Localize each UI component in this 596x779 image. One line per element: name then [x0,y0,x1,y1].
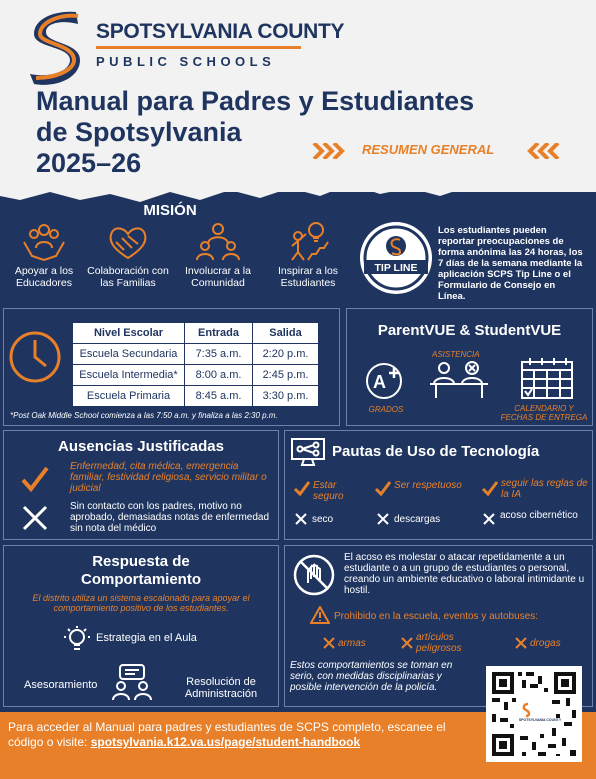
x-mark-icon [20,504,50,532]
footer-text [8,720,483,750]
x-mark-icon [376,512,390,526]
table-cell: 2:20 p.m. [253,344,319,365]
admin-label-line: Resolución de [186,676,256,688]
tech-dont-item: descargas [394,514,441,525]
mission-item-label: Colaboración con las Familias [87,265,169,289]
table-header: Salida [253,323,319,344]
admin-label-line: Administración [184,688,258,700]
schedule-note: *Post Oak Middle School comienza a las 7:50 a.m. y finaliza a las 2:30 p.m. [10,411,278,420]
table-cell: Escuela Secundaria [73,344,185,365]
tech-dont-item: acoso cibernético [500,510,578,521]
tech-dont-item: seco [312,514,334,525]
table-row [73,365,319,386]
handbook-link[interactable]: spotsylvania.k12.va.us/page/student-handbook [90,735,361,749]
qr-caption: SPOTSYLVANIA COUNTY [518,718,562,722]
table-header: Entrada [185,323,253,344]
table-cell: 7:35 a.m. [185,344,253,365]
x-mark-icon [482,512,496,526]
handshake-heart-icon [106,222,150,262]
footer-instruction: Para acceder al Manual para padres y estudiantes de SCPS completo, escanee el código o visite: [8,720,446,749]
table-row [73,386,319,407]
excused-reasons: Enfermedad, cita médica, emergencia familiar, festividad religiosa, servicio militar o judicial [70,461,267,494]
prohibited-heading: Prohibido en la escuela, eventos y autobuses: [334,611,539,622]
x-mark-icon [400,636,414,650]
student-lightbulb-icon [286,220,330,262]
parentvue-title: ParentVUE & StudentVUE [377,322,562,339]
calendar-label-line: FECHAS DE ENTREGA [500,413,588,422]
absences-title: Ausencias Justificadas [58,438,224,455]
grades-label: GRADOS [368,405,404,414]
mission-item-label: Apoyar a los Educadores [14,265,74,289]
admin-label [166,676,276,700]
prohibited-item: armas [338,638,366,649]
clock-icon [8,330,62,384]
no-bullying-icon [292,553,336,597]
table-header-row [73,323,319,344]
table-cell: Escuela Primaria [73,386,185,407]
unexcused-reasons: Sin contacto con los padres, motivo no aprobado, demasiadas notas de enfermedad sin nota del médico [70,501,270,534]
mission-item-label: Involucrar a la Comunidad [185,265,251,289]
x-mark-icon [322,636,336,650]
behavior-title-line: Respuesta de [92,553,190,570]
table-cell: 8:45 a.m. [185,386,253,407]
schedule-table [72,322,319,407]
checkmark-icon [481,480,499,496]
x-mark-icon [514,636,528,650]
calendar-label-line: CALENDARIO Y [514,404,574,413]
org-subtitle: PUBLIC SCHOOLS [96,54,276,69]
behavior-title [3,553,279,589]
table-cell: 3:30 p.m. [253,386,319,407]
title-line-1: Manual para Padres y Estudiantes [36,86,475,116]
table-cell: 2:45 p.m. [253,365,319,386]
technology-title: Pautas de Uso de Tecnología [332,443,540,460]
chevron-left-icon [526,143,560,159]
computer-network-icon [290,437,326,469]
table-cell: 8:00 a.m. [185,365,253,386]
attendance-label: ASISTENCIA [432,350,480,359]
attendance-desk-icon [428,360,490,400]
mission-title: MISIÓN [143,202,197,219]
x-mark-icon [294,512,308,526]
page-title [36,86,576,179]
table-header: Nivel Escolar [73,323,185,344]
chevron-right-icon [312,143,346,159]
bullying-consequence: Estos comportamientos se toman en serio, con medidas disciplinarias y posible intervención de la policía. [290,660,453,693]
tip-line-text: Los estudiantes pueden reportar preocupaciones de forma anónima las 24 horas, los 7 días de la semana mediante la aplicación SCPS Tip Line o el Formulario de Consejo en Línea. [438,225,583,302]
calendar-label [496,404,592,422]
counseling-label: Asesoramiento [24,679,98,691]
checkmark-icon [374,480,392,496]
grade-a-plus-icon [364,360,408,400]
strategy-label: Estrategia en el Aula [96,632,197,644]
support-hands-icon [22,222,66,262]
table-row [73,344,319,365]
tech-do-item: Ser respetuoso [394,480,462,491]
tip-line-badge: TIP LINE [374,262,418,274]
tip-line-badge-icon [358,220,434,296]
checkmark-icon [20,465,50,493]
title-line-2: de Spotsylvania [36,117,242,147]
mission-item-label: Inspirar a los Estudiantes [277,265,339,289]
tech-do-item: Estar seguro [313,480,344,502]
org-divider [96,46,301,49]
table-cell: Escuela Intermedia* [73,365,185,386]
warning-icon [310,606,330,624]
title-line-3: 2025–26 [36,148,142,178]
org-name: SPOTSYLVANIA COUNTY [96,20,345,43]
summary-banner [312,140,574,162]
behavior-title-line: Comportamiento [81,571,201,588]
bullying-definition: El acoso es molestar o atacar repetidamente a un estudiante o a un grupo de estudiantes o personal, creando un ambiente educativo o laboral intimidante u hostil. [344,552,585,596]
prohibited-item: drogas [530,638,561,649]
prohibited-item: artículos peligrosos [416,632,462,654]
counseling-people-icon [110,664,154,702]
tech-do-item: seguir las reglas de la IA [501,478,588,500]
behavior-subtitle: El distrito utiliza un sistema escalonado para apoyar el comportamiento positivo de los estudiantes. [32,593,250,613]
summary-label: RESUMEN GENERAL [362,142,495,157]
svg-text:A: A [373,372,386,392]
community-people-icon [196,222,240,262]
calendar-icon [520,356,574,400]
lightbulb-gear-icon [62,625,92,655]
qr-code-icon[interactable] [486,666,582,762]
district-logo-icon [26,8,82,86]
checkmark-icon [293,480,311,496]
